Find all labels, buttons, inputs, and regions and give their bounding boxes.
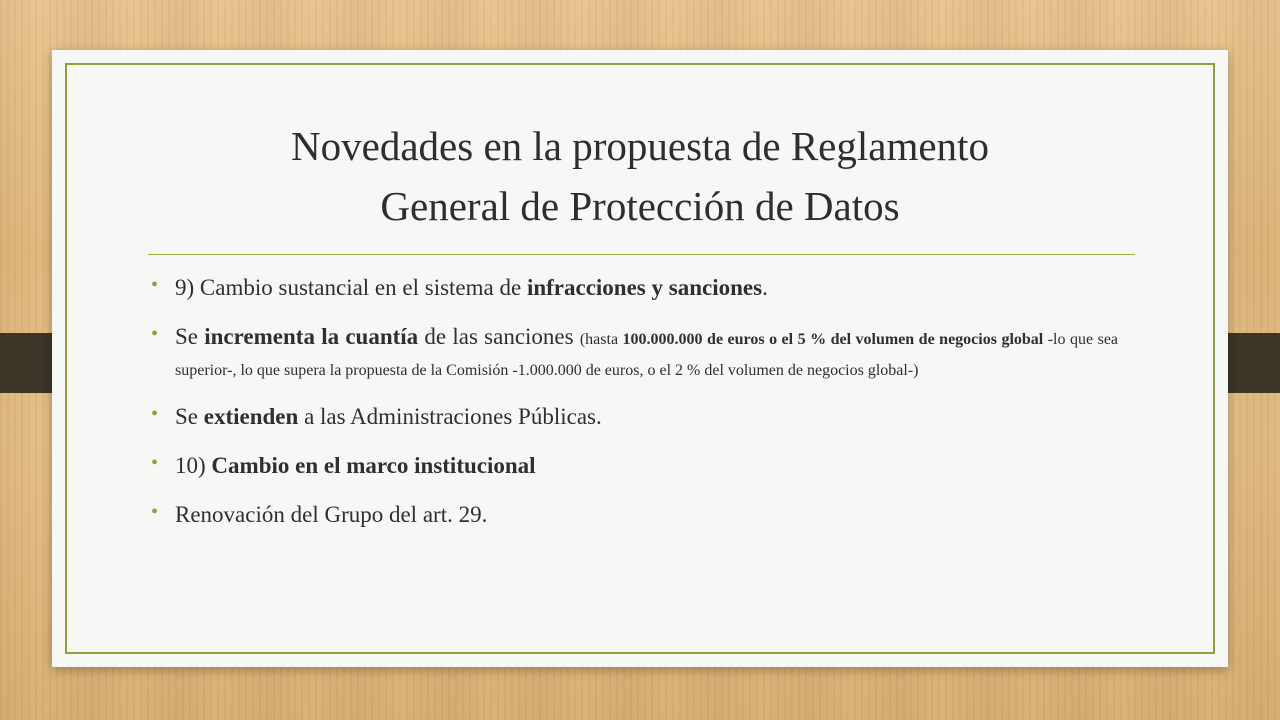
bullet-text: 10) (175, 453, 212, 478)
bullet-dot-icon: • (151, 501, 159, 523)
bullet-text: Se (175, 404, 204, 429)
bullet-text: de las sanciones (418, 324, 580, 349)
slide-title-line-2: General de Protección de Datos (380, 183, 900, 229)
bullet-dot-icon: • (151, 274, 159, 296)
bullet-note-text: (hasta (579, 331, 623, 348)
bullet-item-administraciones (148, 401, 1118, 432)
bullet-item-marco-institucional (148, 450, 1118, 481)
bullet-bold-text: infracciones y sanciones (526, 275, 763, 300)
slide-title (152, 116, 1128, 236)
bullet-bold-text: incrementa la cuantía (204, 324, 419, 349)
slide-title-line-1: Novedades en la propuesta de Reglamento (291, 123, 989, 169)
bullet-dot-icon: • (151, 323, 159, 345)
bullet-list (148, 272, 1118, 548)
bullet-item-sanciones (148, 321, 1118, 383)
bullet-dot-icon: • (151, 403, 159, 425)
bullet-bold-text: extienden (203, 404, 299, 429)
bullet-text: Renovación del Grupo del art. 29. (175, 502, 488, 527)
bullet-item-infracciones (148, 272, 1118, 303)
bullet-bold-text: Cambio en el marco institucional (211, 453, 536, 478)
bullet-item-grupo-art-29 (148, 499, 1118, 530)
bullet-note-text: -lo que sea superior-, lo que supera la propuesta de la Comisión -1.000.000 de euros, o el 2 % del volumen de negocios global-) (175, 331, 1119, 379)
title-divider (148, 254, 1135, 255)
bullet-dot-icon: • (151, 452, 159, 474)
bullet-text: . (762, 275, 768, 300)
slide-card (52, 50, 1228, 667)
bullet-text: a las Administraciones Públicas. (298, 404, 602, 429)
bullet-text: 9) Cambio sustancial en el sistema de (175, 275, 527, 300)
bullet-note-bold-text: 100.000.000 de euros o el 5 % del volumen de negocios global (622, 331, 1044, 348)
bullet-text: Se (175, 324, 205, 349)
